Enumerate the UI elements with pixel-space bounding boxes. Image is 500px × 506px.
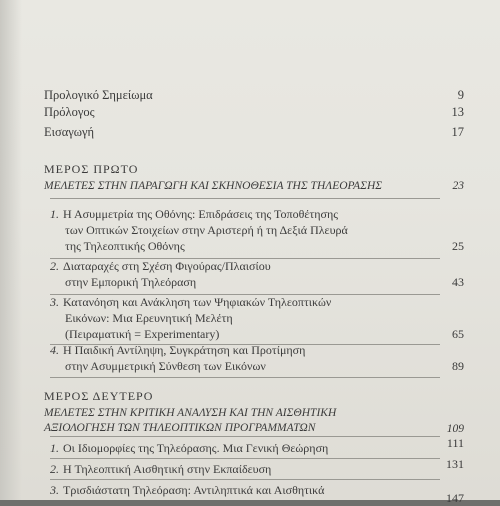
chapter-title-line: στην Εμπορική Τηλεόραση: [65, 275, 197, 289]
chapter-title-line: Διαταραχές στη Σχέση Φιγούρας/Πλαισίου: [63, 259, 271, 273]
chapter-number: 3.: [50, 295, 59, 309]
divider: [50, 198, 440, 199]
chapter-page-number: 89: [452, 359, 464, 373]
part-title: [44, 406, 464, 436]
toc-front-entry: [44, 104, 464, 120]
divider: [50, 436, 440, 437]
chapter-page-number: 65: [452, 327, 464, 341]
chapter-title-line: στην Ασυμμετρική Σύνθεση των Εικόνων: [65, 359, 266, 373]
toc-chapter-entry: [50, 294, 464, 342]
chapter-page-number: 147: [446, 491, 464, 505]
toc-chapter-entry: [50, 457, 464, 477]
chapter-title-line: της Τηλεοπτικής Οθόνης: [65, 239, 185, 253]
part-heading: ΜΕΡΟΣ ΔΕΥΤΕΡΟ: [44, 389, 154, 403]
chapter-number: 3.: [50, 483, 59, 497]
chapter-number: 2.: [50, 259, 59, 273]
toc-front-entry: [44, 87, 464, 103]
chapter-number: 1.: [50, 441, 59, 455]
chapter-number: 2.: [50, 462, 59, 476]
toc-front-entry: [44, 124, 464, 140]
toc-chapter-entry: [50, 342, 464, 374]
chapter-title-line: Εικόνων: Μια Ερευνητική Μελέτη: [65, 311, 233, 325]
chapter-title-line: (Πειραματική = Experimentary): [65, 327, 220, 341]
chapter-title-line: Η Παιδική Αντίληψη, Συγκράτηση και Προτίμηση: [63, 343, 306, 357]
toc-label: Εισαγωγή: [44, 125, 95, 139]
part-title: [44, 179, 464, 194]
chapter-page-number: 25: [452, 239, 464, 253]
toc-chapter-entry: [50, 258, 464, 290]
toc-label: Πρόλογος: [44, 105, 95, 119]
toc-chapter-entry: [50, 206, 464, 254]
toc-page-number: 9: [457, 88, 464, 102]
chapter-title-line: Η Ασυμμετρία της Οθόνης: Επιδράσεις της Τοποθέτησης: [63, 207, 338, 221]
divider: [50, 458, 440, 459]
part-title-line: ΑΞΙΟΛΟΓΗΣΗ ΤΩΝ ΤΗΛΕΟΠΤΙΚΩΝ ΠΡΟΓΡΑΜΜΑΤΩΝ: [44, 422, 316, 434]
part-title-text: ΜΕΛΕΤΕΣ ΣΤΗΝ ΠΑΡΑΓΩΓΗ ΚΑΙ ΣΚΗΝΟΘΕΣΙΑ ΤΗΣ ΤΗΛΕΟΡΑΣΗΣ: [44, 180, 383, 192]
chapter-title-line: των Οπτικών Στοιχείων στην Αριστερή ή τη Δεξιά Πλευρά: [65, 223, 348, 237]
chapter-title-line: Τρισδιάστατη Τηλεόραση: Αντιληπτικά και Αισθητικά: [63, 483, 325, 497]
page-shadow: [0, 0, 22, 500]
divider: [50, 479, 440, 480]
chapter-title-line: Κατανόηση και Ανάκληση των Ψηφιακών Τηλεοπτικών: [63, 295, 332, 309]
chapter-page-number: 131: [446, 457, 464, 471]
chapter-title-line: Οι Ιδιομορφίες της Τηλεόρασης. Μια Γενική Θεώρηση: [63, 441, 329, 455]
toc-page-number: 13: [451, 105, 464, 119]
toc-chapter-entry: [50, 436, 464, 456]
toc-page-number: 17: [451, 125, 464, 139]
chapter-number: 4.: [50, 343, 59, 357]
part-heading: ΜΕΡΟΣ ΠΡΩΤΟ: [44, 162, 139, 176]
chapter-title-line: Η Τηλεοπτική Αισθητική στην Εκπαίδευση: [63, 462, 272, 476]
chapter-number: 1.: [50, 207, 59, 221]
chapter-page-number: 111: [446, 436, 464, 450]
divider: [50, 377, 440, 378]
part-page-number: 23: [452, 180, 464, 192]
toc-label: Προλογικό Σημείωμα: [44, 88, 153, 102]
toc-chapter-entry: [50, 482, 464, 505]
chapter-page-number: 43: [452, 275, 464, 289]
part-title-line: ΜΕΛΕΤΕΣ ΣΤΗΝ ΚΡΙΤΙΚΗ ΑΝΑΛΥΣΗ ΚΑΙ ΤΗΝ ΑΙΣΘΗΤΙΚΗ: [44, 407, 337, 419]
part-page-number: 109: [446, 423, 464, 435]
